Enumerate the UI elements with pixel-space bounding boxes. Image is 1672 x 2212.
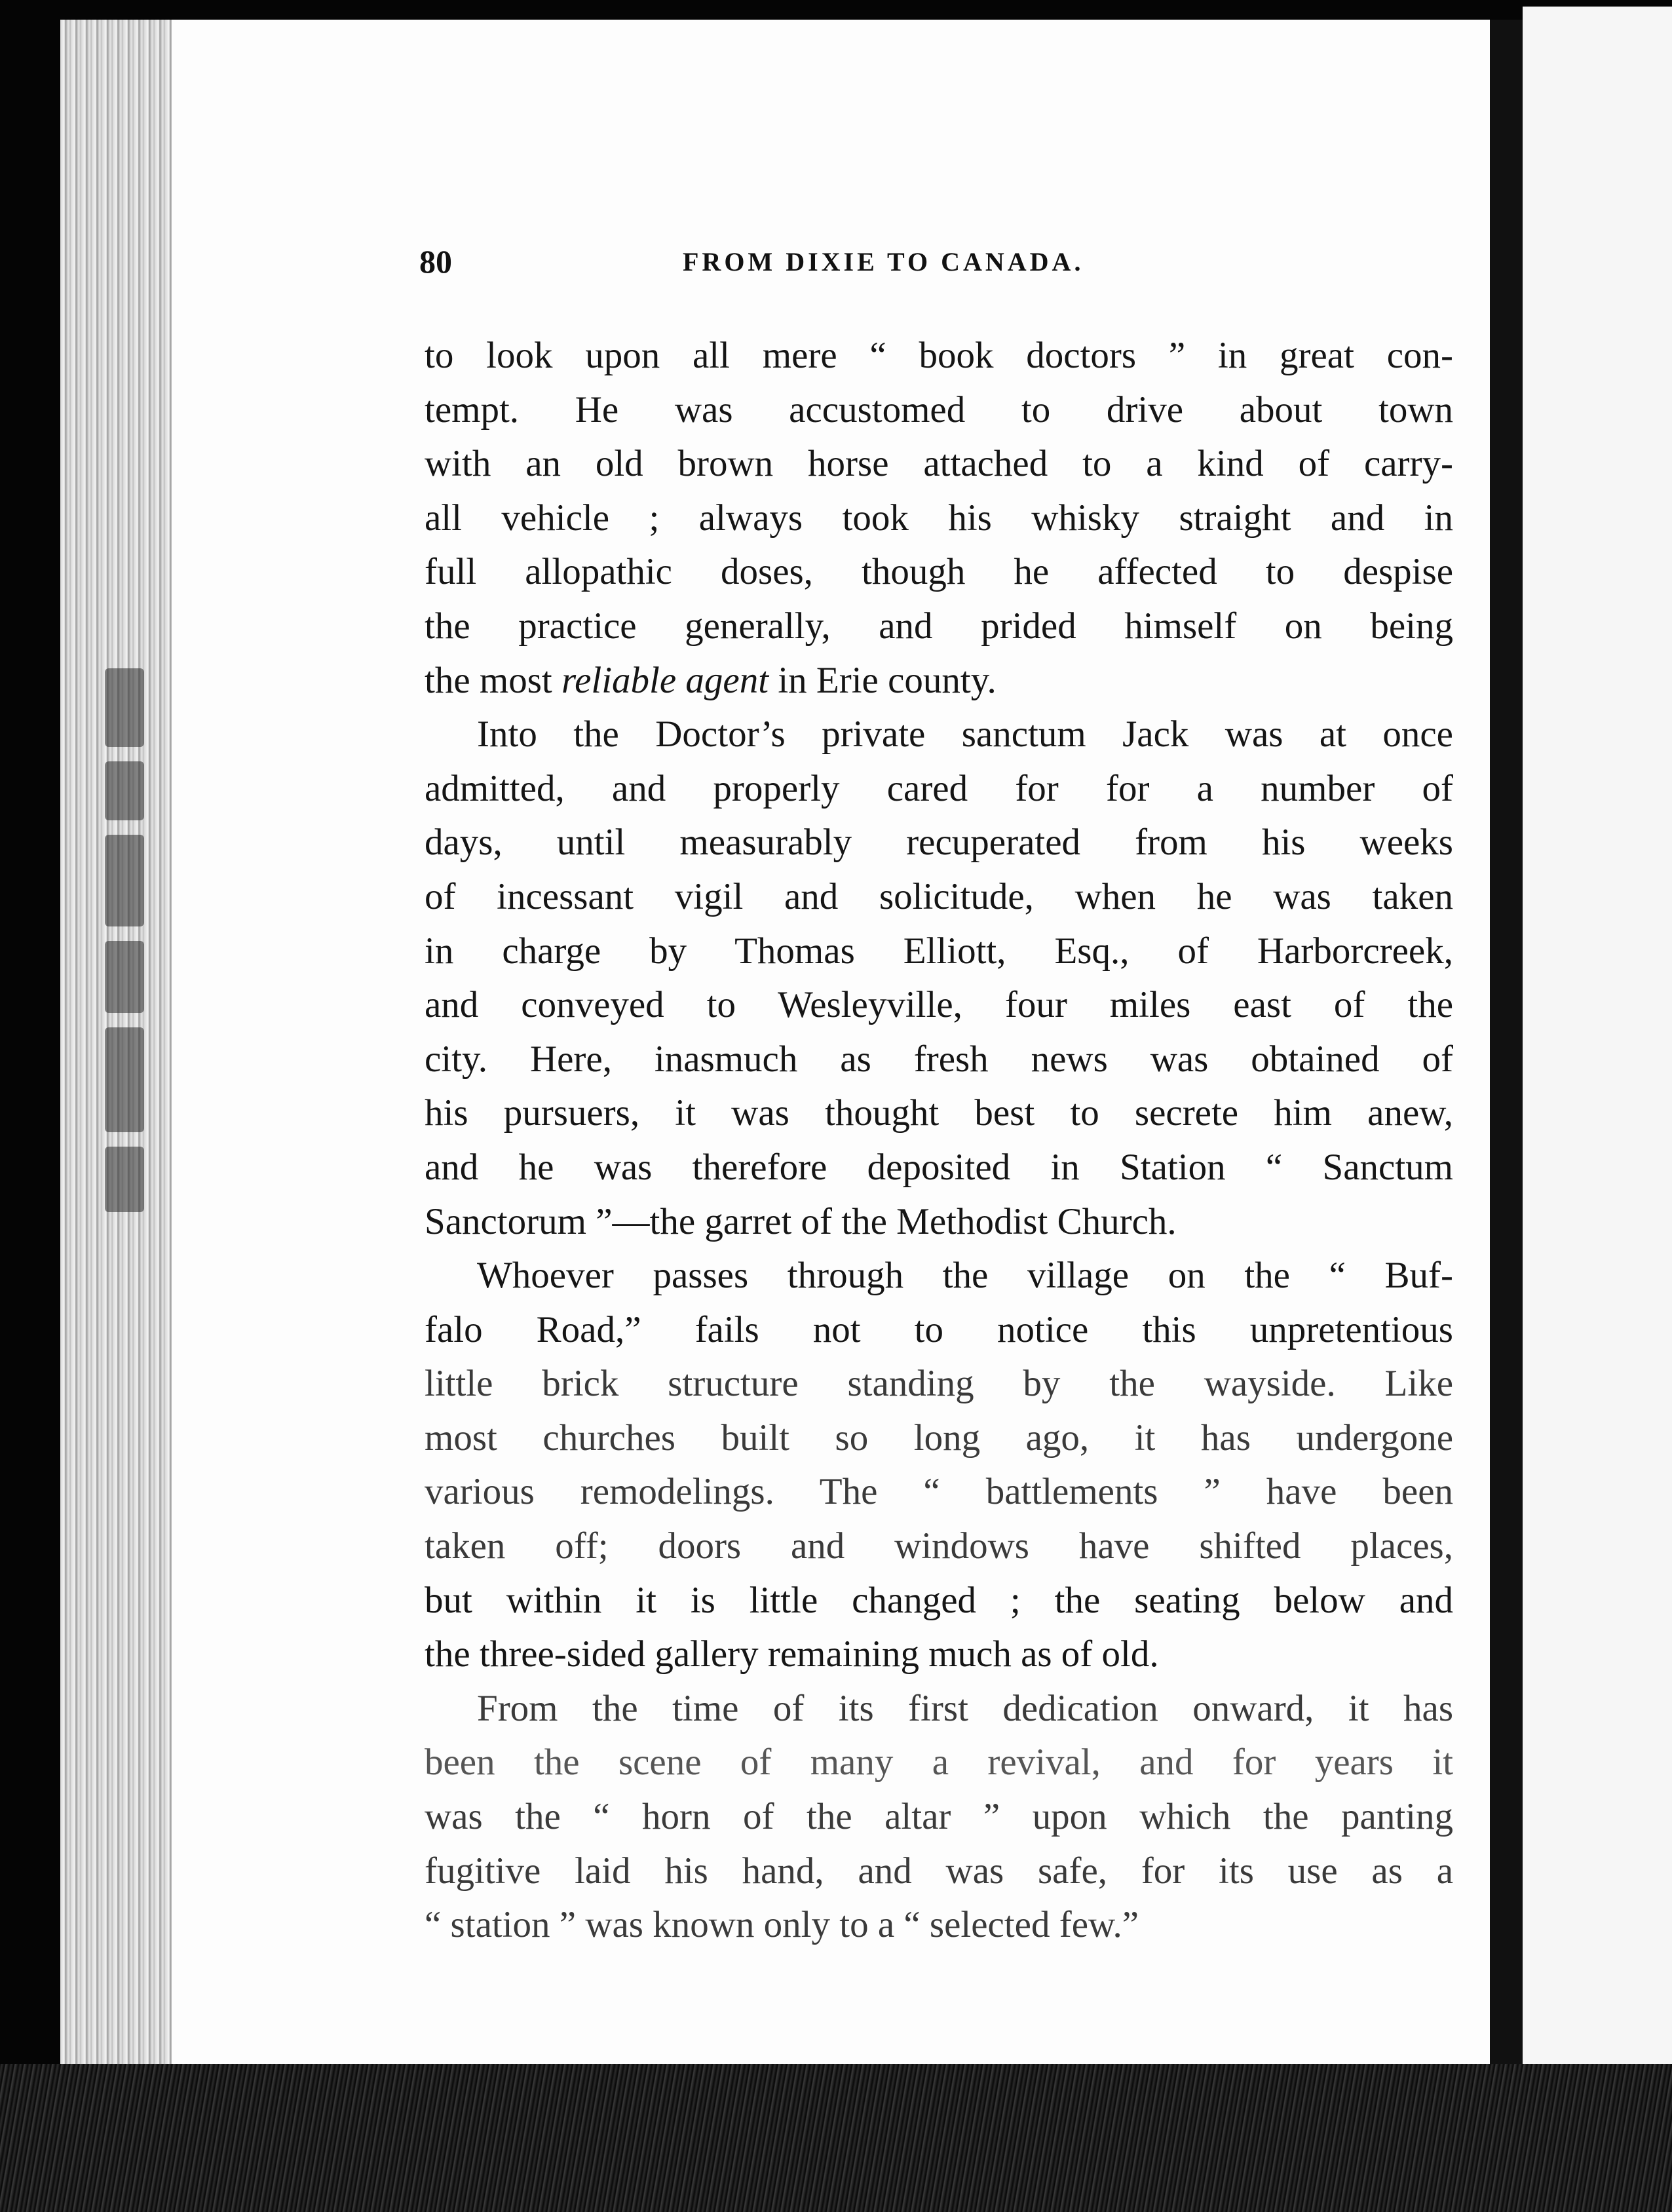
text-line: fugitive laid his hand, and was safe, for its use as a [425, 1850, 1453, 1892]
text-line: but within it is little changed ; the seating below and [425, 1579, 1453, 1621]
italic-phrase: reliable agent [561, 659, 769, 701]
text-line: his pursuers, it was thought best to secrete him anew, [425, 1092, 1453, 1134]
text-line: From the time of its first dedication onward, it has [477, 1687, 1453, 1729]
text-line: Into the Doctor’s private sanctum Jack was at once [477, 714, 1453, 755]
text-line: to look upon all mere “ book doctors ” in great con- [425, 335, 1453, 376]
text-line: Sanctorum ”—the garret of the Methodist Church. [425, 1200, 1177, 1242]
text-line: various remodelings. The “ battlements ” have been [425, 1471, 1453, 1513]
paragraph [425, 329, 1453, 708]
book-binding-gutter [1490, 20, 1523, 2090]
text-line: full allopathic doses, though he affected to despise [425, 551, 1453, 593]
scan-border [0, 2064, 1672, 2212]
text-line: falo Road,” fails not to notice this unpretentious [425, 1308, 1453, 1350]
text-line: and he was therefore deposited in Station “ Sanctum [425, 1146, 1453, 1188]
text-line: the three-sided gallery remaining much as of old. [425, 1633, 1159, 1675]
page-body [425, 329, 1453, 1953]
text-line: and conveyed to Wesleyville, four miles east of the [425, 984, 1453, 1026]
text-line: was the “ horn of the altar ” upon which the panting [425, 1796, 1453, 1838]
paragraph [425, 708, 1453, 1249]
page-number: 80 [419, 243, 452, 280]
library-stamp [105, 668, 177, 1324]
text-line: city. Here, inasmuch as fresh news was obtained of [425, 1038, 1453, 1080]
text-line: taken off; doors and windows have shifted places, [425, 1525, 1453, 1567]
page-header [419, 242, 1454, 282]
text-line: of incessant vigil and solicitude, when he was taken [425, 875, 1453, 917]
text-line: in charge by Thomas Elliott, Esq., of Harborcreek, [425, 930, 1453, 972]
text-line: all vehicle ; always took his whisky straight and in [425, 497, 1453, 539]
facing-page-edge [1523, 7, 1672, 2116]
text-line: “ station ” was known only to a “ selected few.” [425, 1904, 1139, 1946]
paragraph [425, 1249, 1453, 1682]
text-line: Whoever passes through the village on the “ Buf- [477, 1255, 1453, 1297]
running-title: FROM DIXIE TO CANADA. [683, 247, 1084, 276]
text-line: been the scene of many a revival, and for years it [425, 1742, 1453, 1783]
text-line: days, until measurably recuperated from his weeks [425, 822, 1453, 864]
text-line: little brick structure standing by the wayside. Like [425, 1363, 1453, 1405]
paragraph [425, 1682, 1453, 1953]
text-line [425, 654, 1453, 708]
text-fragment: the most [425, 659, 561, 701]
text-line: most churches built so long ago, it has undergone [425, 1417, 1453, 1459]
text-fragment: in Erie county. [769, 659, 997, 701]
text-line: tempt. He was accustomed to drive about town [425, 389, 1453, 430]
text-line: with an old brown horse attached to a kind of carry- [425, 443, 1453, 485]
text-line: admitted, and properly cared for for a number of [425, 767, 1453, 809]
text-line: the practice generally, and prided himself on being [425, 605, 1453, 647]
